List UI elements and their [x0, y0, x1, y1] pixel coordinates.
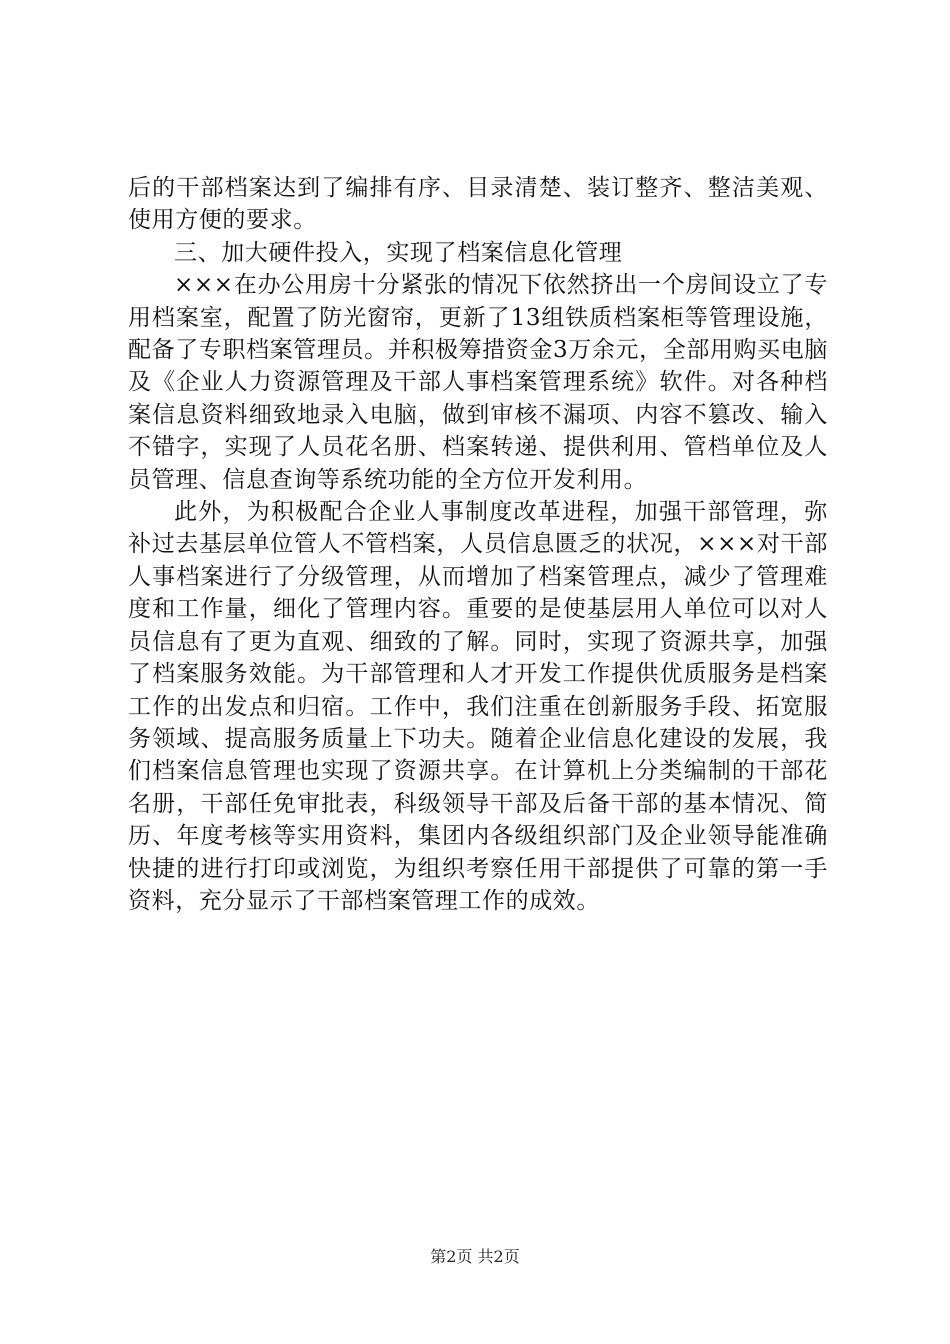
paragraph-hardware: ×××在办公用房十分紧张的情况下依然挤出一个房间设立了专用档案室，配置了防光窗帘，更新了13组铁质档案柜等管理设施，配备了专职档案管理员。并积极筹措资金3万余元，全部用购买电脑及《企业人力资源管理及干部人事档案管理系统》软件。对各种档案信息资料细致地录入电脑，做到审核不漏项、内容不篡改、输入不错字，实现了人员花名册、档案转递、提供利用、管档单位及人员管理、信息查询等系统功能的全方位开发利用。 — [128, 272, 828, 493]
paragraph-continuation: 后的干部档案达到了编排有序、目录清楚、装订整齐、整洁美观、使用方便的要求。 — [128, 175, 828, 234]
document-body — [128, 172, 828, 917]
paragraph-additionally: 此外，为积极配合企业人事制度改革进程，加强干部管理，弥补过去基层单位管人不管档案，人员信息匮乏的状况，×××对干部人事档案进行了分级管理，从而增加了档案管理点，减少了管理难度和工作量，细化了管理内容。重要的是使基层用人单位可以对人员信息有了更为直观、细致的了解。同时，实现了资源共享，加强了档案服务效能。为干部管理和人才开发工作提供优质服务是档案工作的出发点和归宿。工作中，我们注重在创新服务手段、拓宽服务领域、提高服务质量上下功夫。随着企业信息化建设的发展，我们档案信息管理也实现了资源共享。在计算机上分类编制的干部花名册，干部任免审批表，科级领导干部及后备干部的基本情况、简历、年度考核等实用资料，集团内各级组织部门及企业领导能准确快捷的进行打印或浏览，为组织考察任用干部提供了可靠的第一手资料，充分显示了干部档案管理工作的成效。 — [128, 499, 828, 914]
section-heading: 三、加大硬件投入，实现了档案信息化管理 — [174, 239, 623, 266]
page-footer: 第2页 共2页 — [430, 1247, 520, 1266]
